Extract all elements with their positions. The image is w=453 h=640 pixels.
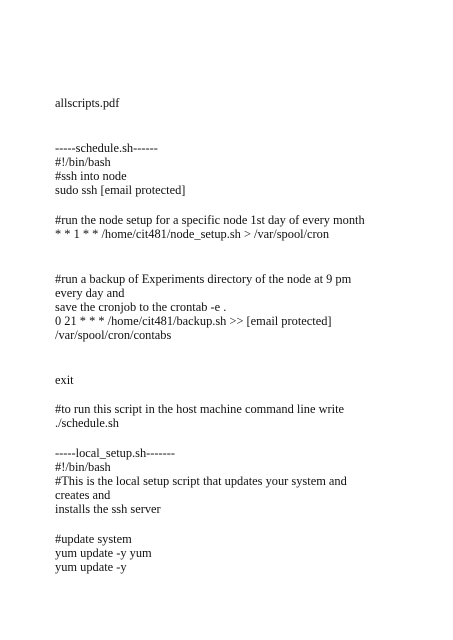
code-line: /var/spool/cron/contabs xyxy=(55,328,172,342)
shebang-line: #!/bin/bash xyxy=(55,155,111,169)
comment-line: #run the node setup for a specific node 1st day of every month xyxy=(55,213,365,227)
comment-line: #run a backup of Experiments directory of the node at 9 pm xyxy=(55,272,352,286)
code-line: yum update -y xyxy=(55,560,127,574)
comment-line: #ssh into node xyxy=(55,169,127,183)
comment-line: #to run this script in the host machine command line write xyxy=(55,402,345,416)
comment-line: #This is the local setup script that updates your system and xyxy=(55,474,347,488)
comment-line: every day and xyxy=(55,286,125,300)
code-line: ./schedule.sh xyxy=(55,416,120,430)
comment-line: #update system xyxy=(55,532,132,546)
local-setup-file-header: -----local_setup.sh------- xyxy=(55,446,176,460)
comment-line: installs the ssh server xyxy=(55,502,161,516)
code-line: exit xyxy=(55,373,74,387)
code-line: * * 1 * * /home/cit481/node_setup.sh > /var/spool/cron xyxy=(55,227,330,241)
shebang-line: #!/bin/bash xyxy=(55,460,111,474)
code-line: yum update -y yum xyxy=(55,546,152,560)
document-title: allscripts.pdf xyxy=(55,96,120,110)
comment-line: creates and xyxy=(55,488,111,502)
code-line: sudo ssh [email protected] xyxy=(55,183,186,197)
code-line: 0 21 * * * /home/cit481/backup.sh >> [email protected] xyxy=(55,314,332,328)
schedule-file-header: -----schedule.sh------ xyxy=(55,141,158,155)
comment-line: save the cronjob to the crontab -e . xyxy=(55,300,227,314)
